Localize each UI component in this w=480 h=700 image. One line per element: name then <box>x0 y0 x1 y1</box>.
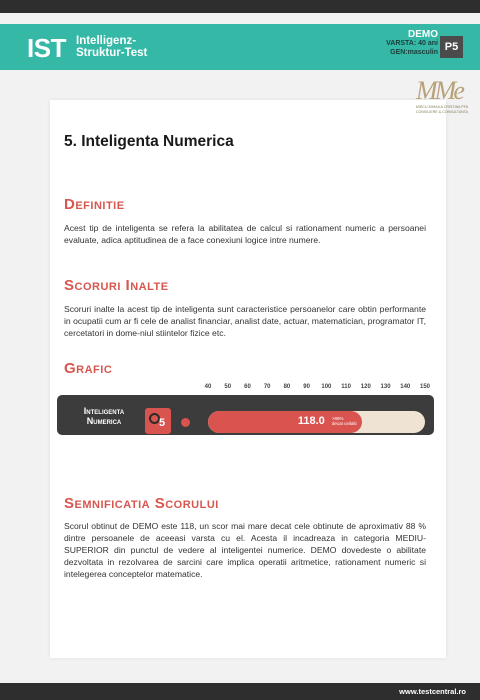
score-panel <box>57 395 434 435</box>
test-name <box>76 35 147 59</box>
test-name-line2: Struktur-Test <box>76 47 148 59</box>
score-track <box>208 411 425 433</box>
brand-logo: IST <box>27 33 66 63</box>
participant-age: VARSTA: 40 ani <box>386 40 438 47</box>
logo-mark: MMe <box>416 76 462 105</box>
score-chart <box>57 384 434 450</box>
section-title-definitie: Definitie <box>64 196 125 213</box>
x-tick-label: 70 <box>263 384 271 390</box>
section-title-semnificatia: Semnificatia Scorului <box>64 495 219 512</box>
x-tick-label: 60 <box>244 384 251 390</box>
logo-caption: MIRCU MIHAILA CRISTINA PFA CONSILIERE & CONSULTANTA <box>415 105 469 114</box>
x-tick-label: 130 <box>380 384 391 390</box>
x-tick-label: 100 <box>321 384 332 390</box>
score-percentile-note <box>332 416 357 426</box>
category-label-line1: Inteligenta <box>83 406 125 416</box>
section-title-grafic: Grafic <box>64 360 113 377</box>
test-name-line1: Intelligenz- <box>76 35 137 47</box>
report-header <box>0 24 480 70</box>
participant-name: DEMO <box>408 29 438 40</box>
badge-value: 5 <box>159 417 166 429</box>
score-note-line1: >88% <box>331 416 344 421</box>
x-tick-label: 90 <box>303 384 310 390</box>
x-tick-label: 40 <box>204 384 212 390</box>
x-tick-label: 110 <box>341 384 351 390</box>
section-title-scoruri: Scoruri Inalte <box>64 277 169 294</box>
x-tick-label: 140 <box>400 384 411 390</box>
top-bar <box>0 0 480 13</box>
x-tick-label: 150 <box>419 384 431 390</box>
section-text-scoruri: Scoruri inalte la acest tip de inteligenta sunt caracteristice persoanelor care obtin performante in ocupatii cum ar fi cele de analist financiar, analist date, actuar, matematician, programator IT, cercetatori in dome-niul stiintelor fizice etc. <box>64 304 426 338</box>
page-title: 5. Inteligenta Numerica <box>64 133 234 150</box>
x-tick-label: 50 <box>224 384 232 390</box>
consultant-logo <box>408 76 476 118</box>
score-badge <box>145 408 171 434</box>
category-label <box>67 406 141 426</box>
x-axis-ticks <box>57 384 434 394</box>
marker-dot <box>181 418 190 427</box>
participant-gender: GEN:masculin <box>390 49 438 56</box>
category-label-line2: Numerica <box>86 416 122 426</box>
section-text-semnificatia: Scorul obtinut de DEMO este 118, un scor mai mare decat cele obtinute de aproximativ 88 % dintre persoanele de aceeasi varsta cu el. Acesta il incadreaza in categoria MEDIU-SUPERIOR din punctul de vedere al inteligentei numerice. DEMO dovedeste o abilitate dezvoltata in rezolvarea de sarcini care implica operatii aritmetice, rationament numeric si intelegerea conceptelor matematice. <box>64 521 426 579</box>
participant-info <box>378 30 438 57</box>
footer-bar <box>0 683 480 700</box>
section-text-definitie: Acest tip de inteligenta se refera la abilitatea de calcul si rationament numeric a persoanei evaluate, adica aptitudinea de a face conexiuni logice intre numere. <box>64 223 426 245</box>
page-badge: P5 <box>440 36 463 58</box>
x-tick-label: 120 <box>360 384 371 390</box>
score-value: 118.0 <box>297 415 325 427</box>
score-note-line2: decat ceilalti <box>331 421 357 426</box>
footer-url[interactable]: www.testcentral.ro <box>399 687 466 696</box>
x-tick-label: 80 <box>283 384 291 390</box>
